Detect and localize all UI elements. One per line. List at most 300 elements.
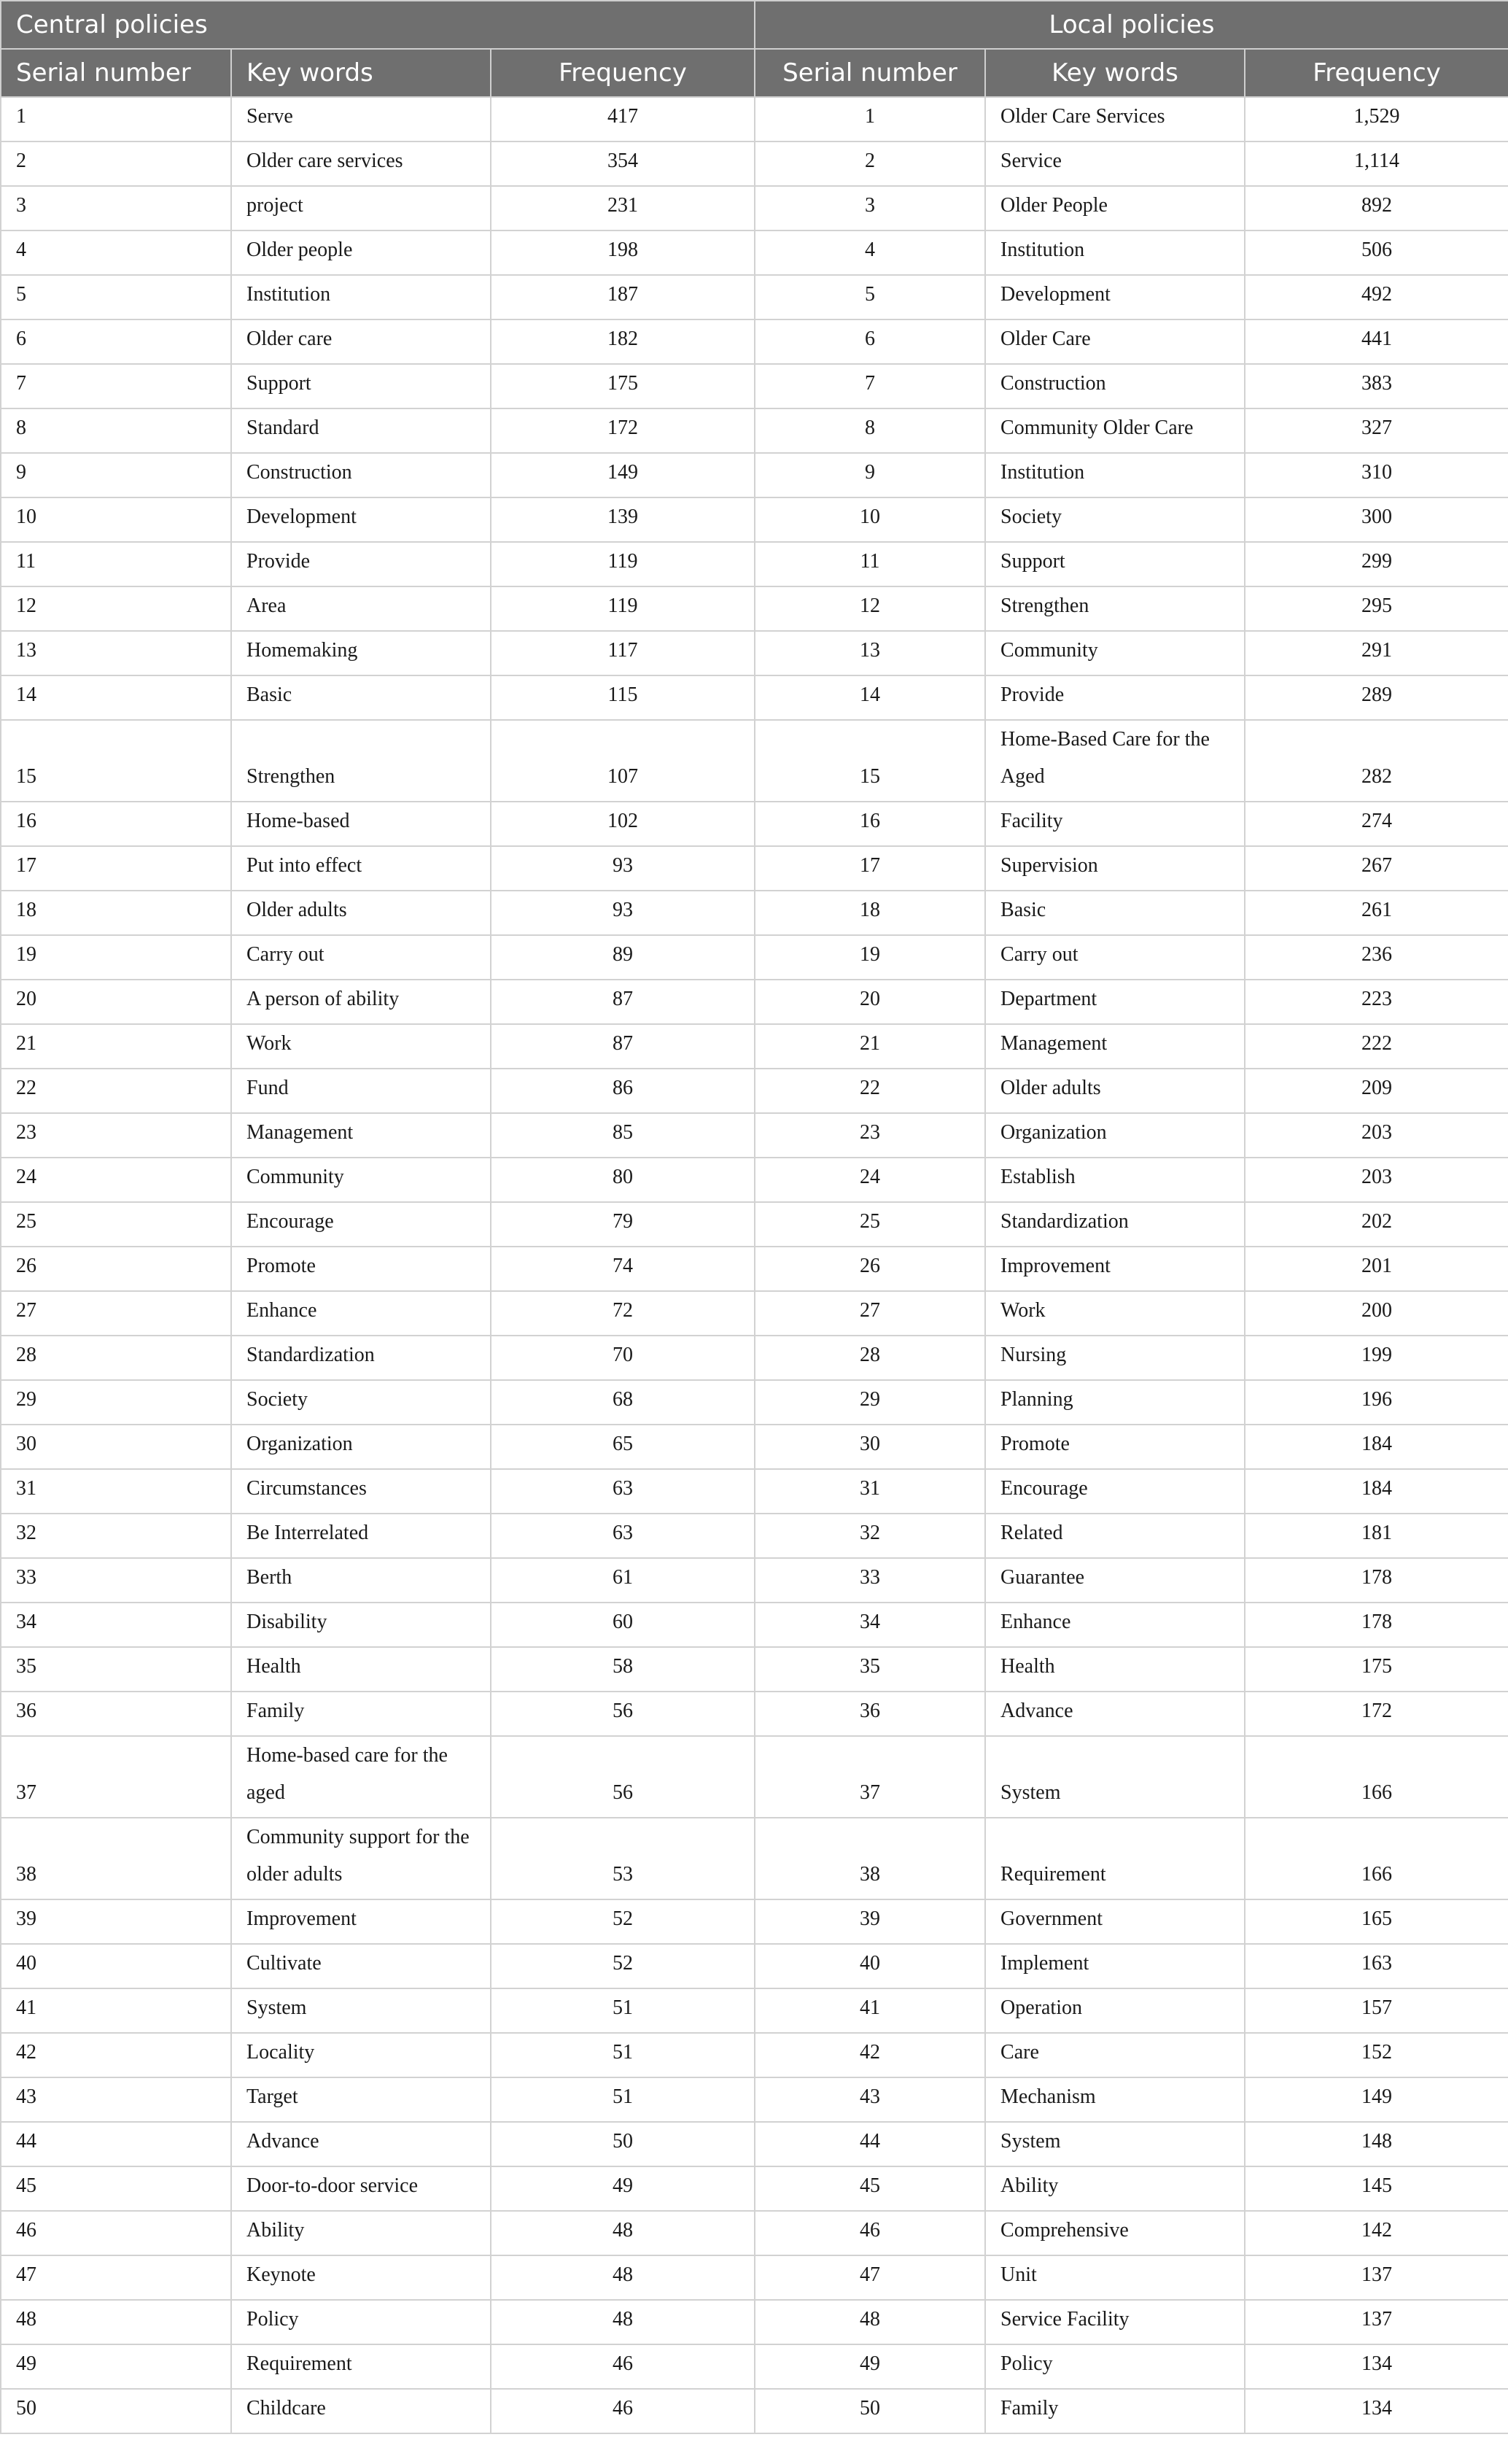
central-serial-number-header: Serial number bbox=[1, 49, 231, 97]
local-key-word-cell bbox=[985, 846, 1245, 891]
central-key-word-cell bbox=[231, 1425, 491, 1469]
central-serial-number-cell bbox=[1, 846, 231, 891]
table-row bbox=[1, 1113, 1508, 1158]
central-key-word-cell bbox=[231, 1818, 491, 1899]
central-serial-number-cell bbox=[1, 675, 231, 720]
central-frequency-cell-text: 107 bbox=[607, 765, 638, 788]
local-frequency-cell-text: 282 bbox=[1361, 765, 1393, 788]
local-key-word-cell-text: Unit bbox=[1000, 2263, 1037, 2286]
central-frequency-cell bbox=[491, 720, 755, 802]
local-serial-number-cell-text: 23 bbox=[860, 1121, 881, 1144]
central-serial-number-cell-text: 24 bbox=[16, 1166, 36, 1188]
central-serial-number-cell bbox=[1, 1736, 231, 1818]
central-key-word-cell-text: Standard bbox=[246, 417, 319, 439]
central-key-word-cell bbox=[231, 2389, 491, 2433]
local-key-word-cell-text: Service bbox=[1000, 150, 1062, 172]
local-serial-number-cell-text: 25 bbox=[860, 1210, 881, 1233]
local-frequency-cell-text: 178 bbox=[1361, 1611, 1393, 1633]
local-serial-number-cell bbox=[755, 1603, 985, 1647]
local-key-word-cell bbox=[985, 631, 1245, 675]
central-frequency-cell bbox=[491, 1558, 755, 1603]
local-frequency-cell-text: 291 bbox=[1361, 639, 1393, 662]
local-key-word-cell-text: Ability bbox=[1000, 2174, 1059, 2197]
central-frequency-cell-text: 56 bbox=[613, 1700, 633, 1722]
local-key-word-cell bbox=[985, 453, 1245, 497]
central-key-word-cell bbox=[231, 1899, 491, 1944]
table-body bbox=[1, 97, 1508, 2433]
central-serial-number-cell bbox=[1, 1469, 231, 1514]
central-serial-number-cell-text: 26 bbox=[16, 1255, 36, 1277]
central-serial-number-cell-text: 2 bbox=[16, 150, 26, 172]
central-frequency-cell bbox=[491, 675, 755, 720]
local-serial-number-cell bbox=[755, 97, 985, 142]
central-serial-number-cell-text: 40 bbox=[16, 1952, 36, 1975]
table-row bbox=[1, 1425, 1508, 1469]
central-serial-number-cell bbox=[1, 2077, 231, 2122]
table-row bbox=[1, 1069, 1508, 1113]
table-row bbox=[1, 1291, 1508, 1336]
local-serial-number-cell-text: 31 bbox=[860, 1477, 881, 1500]
local-frequency-cell bbox=[1245, 542, 1508, 586]
local-serial-number-cell bbox=[755, 2122, 985, 2166]
local-key-word-cell-text: Facility bbox=[1000, 810, 1063, 832]
central-serial-number-cell-text: 49 bbox=[16, 2352, 36, 2375]
local-key-word-cell-text: Strengthen bbox=[1000, 594, 1089, 617]
central-key-word-cell-text: Work bbox=[246, 1032, 292, 1055]
central-frequency-header: Frequency bbox=[491, 49, 755, 97]
central-key-word-cell bbox=[231, 1988, 491, 2033]
central-key-word-cell-text: Management bbox=[246, 1121, 354, 1144]
local-serial-number-cell-text: 47 bbox=[860, 2263, 881, 2286]
local-key-word-cell-text: Older Care bbox=[1000, 328, 1091, 350]
central-key-word-cell bbox=[231, 2166, 491, 2211]
central-frequency-cell bbox=[491, 1736, 755, 1818]
local-key-word-cell-text: Community Older Care bbox=[1000, 417, 1194, 439]
local-key-word-cell-text: Requirement bbox=[1000, 1863, 1106, 1886]
local-key-word-cell-text: System bbox=[1000, 1781, 1061, 1804]
central-key-word-cell bbox=[231, 2211, 491, 2255]
local-key-word-cell-text: Community bbox=[1000, 639, 1098, 662]
local-serial-number-cell bbox=[755, 230, 985, 275]
central-frequency-cell bbox=[491, 230, 755, 275]
local-frequency-cell-text: 1,114 bbox=[1354, 150, 1399, 172]
local-serial-number-cell bbox=[755, 2166, 985, 2211]
central-key-word-cell-text: Homemaking bbox=[246, 639, 358, 662]
central-key-word-cell bbox=[231, 1944, 491, 1988]
central-serial-number-cell bbox=[1, 1647, 231, 1692]
local-serial-number-cell bbox=[755, 497, 985, 542]
local-key-word-cell-text: Carry out bbox=[1000, 943, 1078, 966]
central-key-word-cell-text: Older care services bbox=[246, 150, 403, 172]
local-serial-number-cell bbox=[755, 1514, 985, 1558]
central-key-word-cell-text: Advance bbox=[246, 2130, 319, 2153]
local-frequency-cell-text: 202 bbox=[1361, 1210, 1393, 1233]
central-serial-number-cell bbox=[1, 1425, 231, 1469]
central-key-word-cell bbox=[231, 1692, 491, 1736]
local-key-word-cell-text: Home-Based Care for the Aged bbox=[1000, 728, 1210, 788]
local-frequency-cell bbox=[1245, 1514, 1508, 1558]
central-key-word-cell bbox=[231, 1647, 491, 1692]
central-serial-number-cell-text: 42 bbox=[16, 2041, 36, 2064]
table-row bbox=[1, 364, 1508, 408]
local-frequency-cell bbox=[1245, 2211, 1508, 2255]
central-frequency-cell-text: 46 bbox=[613, 2352, 633, 2375]
local-key-word-cell bbox=[985, 2211, 1245, 2255]
central-serial-number-cell-text: 28 bbox=[16, 1344, 36, 1366]
central-serial-number-cell-text: 23 bbox=[16, 1121, 36, 1144]
local-key-word-cell bbox=[985, 1818, 1245, 1899]
central-key-word-cell bbox=[231, 1603, 491, 1647]
central-key-word-cell-text: Be Interrelated bbox=[246, 1522, 369, 1544]
central-serial-number-cell-text: 44 bbox=[16, 2130, 36, 2153]
local-frequency-cell-text: 223 bbox=[1361, 988, 1393, 1010]
central-key-word-cell-text: Enhance bbox=[246, 1299, 317, 1322]
local-frequency-cell-text: 492 bbox=[1361, 283, 1393, 306]
local-key-word-cell bbox=[985, 2166, 1245, 2211]
central-key-word-cell bbox=[231, 1469, 491, 1514]
local-key-word-cell bbox=[985, 2344, 1245, 2389]
local-frequency-cell bbox=[1245, 1247, 1508, 1291]
central-frequency-cell bbox=[491, 453, 755, 497]
local-key-word-cell bbox=[985, 1944, 1245, 1988]
central-serial-number-cell bbox=[1, 2300, 231, 2344]
central-serial-number-cell bbox=[1, 2255, 231, 2300]
local-serial-number-cell-text: 19 bbox=[860, 943, 881, 966]
local-frequency-cell-text: 184 bbox=[1361, 1477, 1393, 1500]
table-row bbox=[1, 186, 1508, 230]
local-frequency-cell bbox=[1245, 2344, 1508, 2389]
central-serial-number-cell-text: 36 bbox=[16, 1700, 36, 1722]
central-key-word-cell-text: Institution bbox=[246, 283, 331, 306]
local-frequency-cell-text: 134 bbox=[1361, 2397, 1393, 2420]
central-frequency-cell bbox=[491, 2300, 755, 2344]
local-frequency-cell-text: 200 bbox=[1361, 1299, 1393, 1322]
central-policies-header: Central policies bbox=[1, 1, 755, 49]
central-frequency-cell bbox=[491, 186, 755, 230]
central-serial-number-cell bbox=[1, 935, 231, 980]
central-serial-number-cell bbox=[1, 497, 231, 542]
central-key-word-cell bbox=[231, 186, 491, 230]
local-serial-number-cell bbox=[755, 1113, 985, 1158]
central-key-word-cell bbox=[231, 1113, 491, 1158]
central-frequency-cell bbox=[491, 275, 755, 319]
central-serial-number-cell-text: 16 bbox=[16, 810, 36, 832]
local-frequency-cell-text: 178 bbox=[1361, 1566, 1393, 1589]
local-serial-number-cell bbox=[755, 1944, 985, 1988]
local-serial-number-cell-text: 44 bbox=[860, 2130, 881, 2153]
central-frequency-cell bbox=[491, 846, 755, 891]
central-frequency-cell-text: 60 bbox=[613, 1611, 633, 1633]
local-serial-number-cell-text: 36 bbox=[860, 1700, 881, 1722]
table-row bbox=[1, 720, 1508, 802]
local-frequency-cell bbox=[1245, 1647, 1508, 1692]
central-serial-number-cell bbox=[1, 2211, 231, 2255]
central-serial-number-cell bbox=[1, 97, 231, 142]
table-row bbox=[1, 631, 1508, 675]
table-row bbox=[1, 586, 1508, 631]
local-serial-number-cell bbox=[755, 1024, 985, 1069]
local-key-word-cell bbox=[985, 1069, 1245, 1113]
local-key-word-cell-text: Related bbox=[1000, 1522, 1063, 1544]
local-serial-number-cell-text: 43 bbox=[860, 2085, 881, 2108]
local-frequency-cell bbox=[1245, 319, 1508, 364]
central-serial-number-cell-text: 48 bbox=[16, 2308, 36, 2331]
table-row bbox=[1, 2166, 1508, 2211]
local-frequency-cell-text: 289 bbox=[1361, 683, 1393, 706]
local-frequency-cell bbox=[1245, 1818, 1508, 1899]
central-serial-number-cell bbox=[1, 1558, 231, 1603]
local-frequency-cell bbox=[1245, 846, 1508, 891]
local-serial-number-cell-text: 30 bbox=[860, 1433, 881, 1455]
local-serial-number-cell-text: 42 bbox=[860, 2041, 881, 2064]
local-key-word-cell bbox=[985, 2033, 1245, 2077]
table-row bbox=[1, 1380, 1508, 1425]
central-serial-number-cell bbox=[1, 2033, 231, 2077]
central-frequency-cell bbox=[491, 142, 755, 186]
table-row bbox=[1, 230, 1508, 275]
local-key-word-cell bbox=[985, 1425, 1245, 1469]
central-frequency-cell-text: 87 bbox=[613, 1032, 633, 1055]
central-serial-number-cell-text: 41 bbox=[16, 1996, 36, 2019]
central-serial-number-cell-text: 11 bbox=[16, 550, 36, 573]
central-serial-number-cell-text: 7 bbox=[16, 372, 26, 395]
table-row bbox=[1, 497, 1508, 542]
central-key-word-cell bbox=[231, 891, 491, 935]
central-key-word-cell bbox=[231, 2344, 491, 2389]
central-key-word-cell bbox=[231, 586, 491, 631]
central-serial-number-cell bbox=[1, 1158, 231, 1202]
central-frequency-cell-text: 70 bbox=[613, 1344, 633, 1366]
table-row bbox=[1, 1558, 1508, 1603]
table-row bbox=[1, 97, 1508, 142]
central-frequency-cell-text: 51 bbox=[613, 2041, 633, 2064]
local-serial-number-cell-text: 2 bbox=[865, 150, 876, 172]
central-frequency-cell bbox=[491, 1603, 755, 1647]
local-key-word-cell-text: Enhance bbox=[1000, 1611, 1071, 1633]
local-serial-number-cell bbox=[755, 1818, 985, 1899]
central-frequency-cell bbox=[491, 802, 755, 846]
central-serial-number-cell bbox=[1, 2389, 231, 2433]
central-key-word-cell bbox=[231, 97, 491, 142]
central-serial-number-cell bbox=[1, 1069, 231, 1113]
central-frequency-cell-text: 65 bbox=[613, 1433, 633, 1455]
central-key-word-cell bbox=[231, 802, 491, 846]
local-frequency-cell-text: 295 bbox=[1361, 594, 1393, 617]
central-serial-number-cell bbox=[1, 1818, 231, 1899]
local-serial-number-cell-text: 12 bbox=[860, 594, 881, 617]
local-serial-number-cell bbox=[755, 1247, 985, 1291]
central-frequency-cell bbox=[491, 2344, 755, 2389]
local-serial-number-cell-text: 5 bbox=[865, 283, 876, 306]
central-key-word-cell-text: Older people bbox=[246, 239, 353, 261]
central-key-word-cell bbox=[231, 675, 491, 720]
local-frequency-cell-text: 137 bbox=[1361, 2308, 1393, 2331]
central-serial-number-cell-text: 9 bbox=[16, 461, 26, 484]
local-serial-number-cell-text: 7 bbox=[865, 372, 876, 395]
table-row bbox=[1, 1818, 1508, 1899]
central-key-word-cell bbox=[231, 408, 491, 453]
local-serial-number-cell-text: 41 bbox=[860, 1996, 881, 2019]
local-key-word-cell bbox=[985, 935, 1245, 980]
central-key-word-cell-text: Society bbox=[246, 1388, 308, 1411]
central-serial-number-cell-text: 6 bbox=[16, 328, 26, 350]
local-serial-number-cell-text: 21 bbox=[860, 1032, 881, 1055]
central-serial-number-cell-text: 14 bbox=[16, 683, 36, 706]
local-key-word-cell bbox=[985, 2077, 1245, 2122]
central-frequency-cell bbox=[491, 1202, 755, 1247]
central-serial-number-cell bbox=[1, 802, 231, 846]
local-serial-number-cell bbox=[755, 1336, 985, 1380]
local-frequency-cell-text: 892 bbox=[1361, 194, 1393, 217]
central-serial-number-cell-text: 38 bbox=[16, 1863, 36, 1886]
local-frequency-cell bbox=[1245, 935, 1508, 980]
local-frequency-cell bbox=[1245, 275, 1508, 319]
table-row bbox=[1, 542, 1508, 586]
central-frequency-cell-text: 46 bbox=[613, 2397, 633, 2420]
central-key-words-header: Key words bbox=[231, 49, 491, 97]
central-frequency-cell bbox=[491, 1899, 755, 1944]
local-frequency-cell bbox=[1245, 1024, 1508, 1069]
central-key-word-cell bbox=[231, 846, 491, 891]
local-frequency-cell bbox=[1245, 2122, 1508, 2166]
central-frequency-cell bbox=[491, 2211, 755, 2255]
local-serial-number-cell-text: 39 bbox=[860, 1907, 881, 1930]
central-key-word-cell bbox=[231, 1202, 491, 1247]
central-frequency-cell bbox=[491, 980, 755, 1024]
central-serial-number-cell bbox=[1, 1336, 231, 1380]
table-row bbox=[1, 2033, 1508, 2077]
central-key-word-cell-text: A person of ability bbox=[246, 988, 400, 1010]
local-key-word-cell bbox=[985, 1736, 1245, 1818]
central-serial-number-cell bbox=[1, 2122, 231, 2166]
local-key-word-cell-text: Policy bbox=[1000, 2352, 1053, 2375]
local-frequency-cell bbox=[1245, 1558, 1508, 1603]
local-serial-number-cell-text: 13 bbox=[860, 639, 881, 662]
central-frequency-cell-text: 87 bbox=[613, 988, 633, 1010]
local-key-word-cell bbox=[985, 1514, 1245, 1558]
central-key-word-cell-text: Development bbox=[246, 505, 357, 528]
table-row bbox=[1, 1692, 1508, 1736]
local-frequency-cell bbox=[1245, 230, 1508, 275]
local-key-word-cell bbox=[985, 2300, 1245, 2344]
central-key-word-cell bbox=[231, 2033, 491, 2077]
local-key-word-cell-text: Government bbox=[1000, 1907, 1103, 1930]
local-frequency-cell-text: 383 bbox=[1361, 372, 1393, 395]
local-serial-number-cell bbox=[755, 802, 985, 846]
central-frequency-cell-text: 417 bbox=[607, 105, 638, 128]
central-frequency-cell-text: 68 bbox=[613, 1388, 633, 1411]
local-serial-number-cell-text: 27 bbox=[860, 1299, 881, 1322]
local-key-word-cell-text: Guarantee bbox=[1000, 1566, 1085, 1589]
central-frequency-cell-text: 48 bbox=[613, 2308, 633, 2331]
central-frequency-cell-text: 187 bbox=[607, 283, 638, 306]
central-serial-number-cell bbox=[1, 2166, 231, 2211]
local-serial-number-cell bbox=[755, 142, 985, 186]
local-key-word-cell-text: Supervision bbox=[1000, 854, 1098, 877]
local-key-word-cell-text: Implement bbox=[1000, 1952, 1089, 1975]
central-serial-number-cell-text: 31 bbox=[16, 1477, 36, 1500]
central-key-word-cell-text: Ability bbox=[246, 2219, 305, 2242]
local-key-word-cell-text: Support bbox=[1000, 550, 1065, 573]
central-key-word-cell-text: Requirement bbox=[246, 2352, 352, 2375]
central-key-word-cell-text: Put into effect bbox=[246, 854, 362, 877]
local-serial-number-cell-text: 45 bbox=[860, 2174, 881, 2197]
local-serial-number-cell bbox=[755, 1647, 985, 1692]
local-serial-number-cell-text: 20 bbox=[860, 988, 881, 1010]
local-key-word-cell bbox=[985, 891, 1245, 935]
local-serial-number-cell-text: 11 bbox=[860, 550, 880, 573]
central-frequency-cell-text: 115 bbox=[607, 683, 638, 706]
central-serial-number-cell-text: 33 bbox=[16, 1566, 36, 1589]
table-row bbox=[1, 846, 1508, 891]
local-serial-number-cell bbox=[755, 1558, 985, 1603]
central-frequency-cell bbox=[491, 408, 755, 453]
local-serial-number-cell-text: 49 bbox=[860, 2352, 881, 2375]
local-key-word-cell-text: Basic bbox=[1000, 899, 1046, 921]
local-key-word-cell bbox=[985, 1899, 1245, 1944]
table-row bbox=[1, 802, 1508, 846]
local-key-word-cell-text: Advance bbox=[1000, 1700, 1073, 1722]
table-row bbox=[1, 1202, 1508, 1247]
local-serial-number-cell-text: 38 bbox=[860, 1863, 881, 1886]
central-key-word-cell-text: Cultivate bbox=[246, 1952, 322, 1975]
local-serial-number-cell-text: 35 bbox=[860, 1655, 881, 1678]
local-frequency-cell bbox=[1245, 586, 1508, 631]
local-frequency-cell bbox=[1245, 1069, 1508, 1113]
local-frequency-cell-text: 201 bbox=[1361, 1255, 1393, 1277]
local-key-word-cell-text: Work bbox=[1000, 1299, 1046, 1322]
local-key-word-cell bbox=[985, 542, 1245, 586]
local-serial-number-cell bbox=[755, 408, 985, 453]
central-serial-number-cell-text: 19 bbox=[16, 943, 36, 966]
central-serial-number-cell bbox=[1, 453, 231, 497]
local-serial-number-cell bbox=[755, 1291, 985, 1336]
table-row bbox=[1, 675, 1508, 720]
central-key-word-cell-text: Community bbox=[246, 1166, 344, 1188]
local-serial-number-cell bbox=[755, 1736, 985, 1818]
central-key-word-cell-text: Older care bbox=[246, 328, 333, 350]
central-key-word-cell bbox=[231, 1736, 491, 1818]
central-key-word-cell bbox=[231, 935, 491, 980]
local-frequency-cell-text: 199 bbox=[1361, 1344, 1393, 1366]
central-frequency-cell-text: 85 bbox=[613, 1121, 633, 1144]
local-serial-number-cell-text: 48 bbox=[860, 2308, 881, 2331]
central-frequency-cell-text: 48 bbox=[613, 2263, 633, 2286]
central-frequency-cell-text: 63 bbox=[613, 1522, 633, 1544]
local-frequency-cell bbox=[1245, 1603, 1508, 1647]
local-key-word-cell bbox=[985, 1024, 1245, 1069]
local-serial-number-cell bbox=[755, 1988, 985, 2033]
central-serial-number-cell-text: 32 bbox=[16, 1522, 36, 1544]
central-key-word-cell bbox=[231, 319, 491, 364]
central-frequency-cell-text: 149 bbox=[607, 461, 638, 484]
central-serial-number-cell-text: 35 bbox=[16, 1655, 36, 1678]
central-frequency-cell bbox=[491, 1336, 755, 1380]
table-row bbox=[1, 1647, 1508, 1692]
central-serial-number-cell bbox=[1, 1988, 231, 2033]
central-serial-number-cell-text: 34 bbox=[16, 1611, 36, 1633]
central-key-word-cell bbox=[231, 1069, 491, 1113]
central-key-word-cell-text: Circumstances bbox=[246, 1477, 367, 1500]
central-key-word-cell-text: Family bbox=[246, 1700, 305, 1722]
local-frequency-cell-text: 441 bbox=[1361, 328, 1393, 350]
local-serial-number-cell bbox=[755, 542, 985, 586]
central-key-word-cell bbox=[231, 1558, 491, 1603]
central-key-word-cell-text: Construction bbox=[246, 461, 352, 484]
local-serial-number-cell bbox=[755, 1069, 985, 1113]
central-frequency-cell-text: 354 bbox=[607, 150, 638, 172]
central-serial-number-cell bbox=[1, 1944, 231, 1988]
